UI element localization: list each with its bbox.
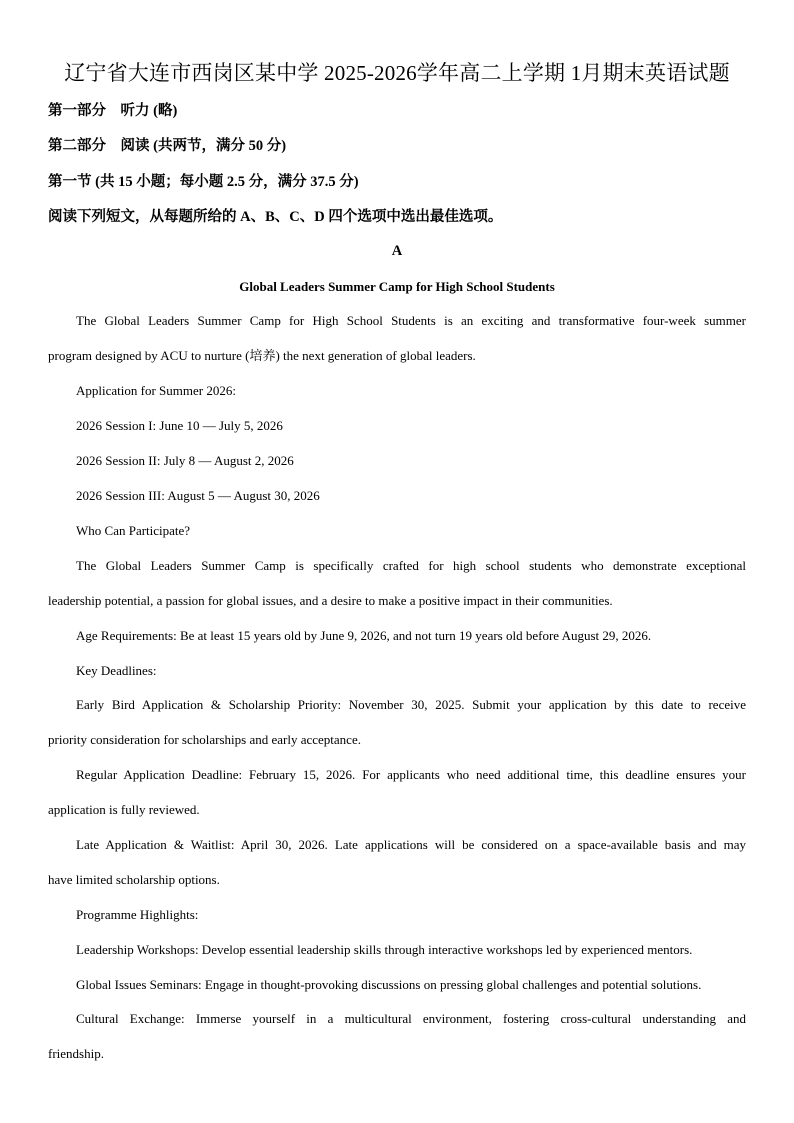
workshops-item: Leadership Workshops: Develop essential leadership skills through interactive workshops led by experienced mentors. [76, 942, 693, 957]
passage-label: A [391, 243, 403, 259]
part1-heading: 第一部分 听力 (略) [48, 103, 178, 119]
session-1: 2026 Session I: June 10 — July 5, 2026 [76, 418, 283, 433]
application-heading: Application for Summer 2026: [76, 383, 236, 398]
session-2: 2026 Session II: July 8 — August 2, 2026 [76, 453, 294, 468]
cultural-line-2: friendship. [48, 1046, 104, 1061]
regular-line-2: application is fully reviewed. [48, 802, 200, 817]
intro-line-1: The Global Leaders Summer Camp for High School Students is an exciting and transformative four-week summer [76, 313, 746, 328]
who-heading: Who Can Participate? [76, 523, 191, 538]
age-requirements: Age Requirements: Be at least 15 years old by June 9, 2026, and not turn 19 years old before August 29, 2026. [76, 628, 652, 643]
who-text-line-2: leadership potential, a passion for global issues, and a desire to make a positive impact in their communities. [48, 593, 613, 608]
reading-instruction: 阅读下列短文，从每题所给的 A、B、C、D 四个选项中选出最佳选项。 [48, 209, 503, 225]
seminars-item: Global Issues Seminars: Engage in thought-provoking discussions on pressing global challenges and potential solutions. [76, 977, 702, 992]
session-3: 2026 Session III: August 5 — August 30, 2026 [76, 488, 320, 503]
highlights-heading: Programme Highlights: [76, 907, 199, 922]
cultural-line-1: Cultural Exchange: Immerse yourself in a multicultural environment, fostering cross-cultural understanding and [76, 1011, 746, 1026]
exam-title: 辽宁省大连市西岗区某中学 2025-2026学年高二上学期 1月期末英语试题 [64, 61, 730, 85]
late-line-2: have limited scholarship options. [48, 872, 220, 887]
intro-line-2: program designed by ACU to nurture (培养) the next generation of global leaders. [48, 348, 476, 363]
deadlines-heading: Key Deadlines: [76, 663, 157, 678]
regular-line-1: Regular Application Deadline: February 15, 2026. For applicants who need additional time, this deadline ensures your [76, 767, 746, 782]
who-text-line-1: The Global Leaders Summer Camp is specifically crafted for high school students who demonstrate exceptional [76, 558, 746, 573]
section1-heading: 第一节 (共 15 小题；每小题 2.5 分，满分 37.5 分) [48, 174, 359, 190]
passage-title: Global Leaders Summer Camp for High School Students [239, 279, 555, 294]
late-line-1: Late Application & Waitlist: April 30, 2026. Late applications will be considered on a space-available basis and may [76, 837, 746, 852]
part2-heading: 第二部分 阅读 (共两节，满分 50 分) [48, 138, 287, 154]
early-line-1: Early Bird Application & Scholarship Priority: November 30, 2025. Submit your application by this date to receive [76, 697, 746, 712]
early-line-2: priority consideration for scholarships and early acceptance. [48, 732, 361, 747]
